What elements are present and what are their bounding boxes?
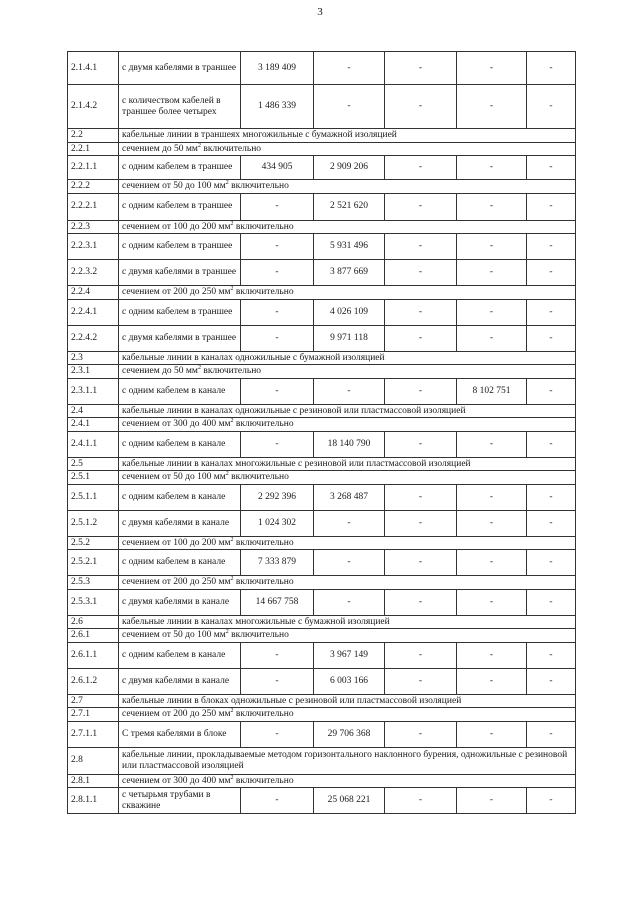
row-number: 2.5.1.1 [68,484,119,510]
value-cell: 3 877 669 [314,260,385,286]
section-title: кабельные линии в каналах одножильные с бумажной изоляцией [119,351,576,365]
row-number: 2.3 [68,351,119,365]
value-cell: - [385,299,457,325]
value-cell: - [527,510,576,536]
table-section-row [68,351,576,365]
row-description: с одним кабелем в канале [119,484,241,510]
value-cell: - [527,589,576,615]
table-section-row [68,180,576,194]
value-cell: - [457,299,527,325]
table-section-row [68,694,576,708]
table-section-row [68,457,576,471]
table-row [68,550,576,576]
value-cell: - [457,234,527,260]
row-number: 2.5.2.1 [68,550,119,576]
value-cell: - [457,721,527,747]
table-row [68,234,576,260]
value-cell: - [527,431,576,457]
row-number: 2.8.1.1 [68,788,119,814]
section-title: кабельные линии в каналах многожильные с бумажной изоляцией [119,615,576,629]
row-number: 2.2.2 [68,180,119,194]
row-description: с двумя кабелями в канале [119,668,241,694]
row-number: 2.2 [68,129,119,143]
value-cell: - [457,85,527,129]
row-number: 2.4.1.1 [68,431,119,457]
table-section-row [68,220,576,234]
value-cell: - [314,378,385,404]
row-description: с двумя кабелями в канале [119,510,241,536]
table-row [68,156,576,180]
row-number: 2.7 [68,694,119,708]
value-cell: - [457,788,527,814]
value-cell: - [241,431,314,457]
value-cell: - [385,85,457,129]
row-number: 2.7.1.1 [68,721,119,747]
value-cell: - [457,325,527,351]
table-row [68,431,576,457]
section-title: сечением до 50 $мм^2$ включительно [119,142,576,156]
row-description: с одним кабелем в канале [119,431,241,457]
value-cell: - [457,668,527,694]
row-number: 2.3.1 [68,365,119,379]
table-row [68,510,576,536]
value-cell: - [314,510,385,536]
table-section-row [68,471,576,485]
table-row [68,325,576,351]
value-cell: - [457,484,527,510]
value-cell: - [457,510,527,536]
value-cell: - [385,156,457,180]
section-title: сечением от 100 до 200 $мм^2$ включительно [119,536,576,550]
value-cell: - [385,510,457,536]
value-cell: - [457,431,527,457]
row-description: с двумя кабелями в траншее [119,260,241,286]
row-description: с одним кабелем в канале [119,550,241,576]
value-cell: 18 140 790 [314,431,385,457]
table-section-row [68,576,576,590]
value-cell: - [241,378,314,404]
value-cell: 25 068 221 [314,788,385,814]
row-number: 2.2.4.1 [68,299,119,325]
value-cell: - [241,668,314,694]
section-title: кабельные линии, прокладываемые методом горизонтального наклонного бурения, одножильные с резиновой или пластмассовой изоляцией [119,747,576,774]
value-cell: - [385,378,457,404]
value-cell: - [527,156,576,180]
value-cell: - [527,193,576,220]
table-row [68,260,576,286]
row-number: 2.6.1.1 [68,642,119,668]
row-number: 2.5.1.2 [68,510,119,536]
row-number: 2.2.3.2 [68,260,119,286]
value-cell: - [241,260,314,286]
value-cell: 2 909 206 [314,156,385,180]
value-cell: - [457,156,527,180]
value-cell: 5 931 496 [314,234,385,260]
section-title: сечением от 50 до 100 $мм^2$ включительно [119,629,576,643]
section-title: сечением от 200 до 250 $мм^2$ включительно [119,708,576,722]
row-number: 2.2.1 [68,142,119,156]
row-number: 2.7.1 [68,708,119,722]
page-number: 3 [317,6,323,18]
value-cell: - [385,642,457,668]
value-cell: - [314,52,385,85]
table-section-row [68,404,576,418]
value-cell: - [527,642,576,668]
table-row [68,668,576,694]
value-cell: - [385,431,457,457]
value-cell: 2 521 620 [314,193,385,220]
row-description: с одним кабелем в траншее [119,299,241,325]
value-cell: - [385,193,457,220]
row-number: 2.1.4.2 [68,85,119,129]
table-row [68,589,576,615]
value-cell: - [385,788,457,814]
section-title: сечением от 50 до 100 $мм^2$ включительно [119,471,576,485]
row-description: с двумя кабелями в траншее [119,325,241,351]
value-cell: - [527,668,576,694]
value-cell: - [385,668,457,694]
value-cell: - [457,193,527,220]
row-description: с одним кабелем в траншее [119,156,241,180]
value-cell: - [527,260,576,286]
value-cell: - [241,721,314,747]
table-section-row [68,536,576,550]
value-cell: 29 706 368 [314,721,385,747]
value-cell: 3 189 409 [241,52,314,85]
table-row [68,788,576,814]
table-section-row [68,629,576,643]
value-cell: - [527,378,576,404]
row-number: 2.2.1.1 [68,156,119,180]
value-cell: - [241,642,314,668]
value-cell: - [385,589,457,615]
section-title: кабельные линии в каналах одножильные с резиновой или пластмассовой изоляцией [119,404,576,418]
section-title: сечением от 300 до 400 $мм^2$ включительно [119,418,576,432]
rates-table [67,51,576,814]
section-title: сечением от 50 до 100 $мм^2$ включительно [119,180,576,194]
value-cell: - [527,788,576,814]
section-title: сечением от 300 до 400 $мм^2$ включительно [119,774,576,788]
table-section-row [68,142,576,156]
value-cell: - [457,260,527,286]
value-cell: - [241,788,314,814]
value-cell: - [385,484,457,510]
row-number: 2.2.4 [68,286,119,300]
value-cell: - [527,325,576,351]
row-number: 2.2.3.1 [68,234,119,260]
value-cell: 434 905 [241,156,314,180]
table-row [68,721,576,747]
table-row [68,299,576,325]
value-cell: - [527,299,576,325]
table-row [68,85,576,129]
row-number: 2.1.4.1 [68,52,119,85]
value-cell: 3 967 149 [314,642,385,668]
row-number: 2.3.1.1 [68,378,119,404]
table-row [68,52,576,85]
row-number: 2.6.1 [68,629,119,643]
table-row [68,193,576,220]
value-cell: - [527,550,576,576]
row-number: 2.6.1.2 [68,668,119,694]
row-description: с одним кабелем в канале [119,642,241,668]
row-number: 2.6 [68,615,119,629]
value-cell: - [385,52,457,85]
value-cell: - [457,550,527,576]
section-title: сечением от 200 до 250 $мм^2$ включительно [119,286,576,300]
table-section-row [68,615,576,629]
value-cell: 6 003 166 [314,668,385,694]
value-cell: - [241,325,314,351]
section-title: сечением от 200 до 250 $мм^2$ включительно [119,576,576,590]
row-number: 2.2.2.1 [68,193,119,220]
section-title: кабельные линии в траншеях многожильные с бумажной изоляцией [119,129,576,143]
value-cell: 3 268 487 [314,484,385,510]
row-description: с одним кабелем в траншее [119,193,241,220]
table-section-row [68,286,576,300]
section-title: кабельные линии в блоках одножильные с резиновой или пластмассовой изоляцией [119,694,576,708]
value-cell: - [527,85,576,129]
value-cell: 8 102 751 [457,378,527,404]
row-number: 2.5.2 [68,536,119,550]
value-cell: - [241,193,314,220]
value-cell: - [385,325,457,351]
value-cell: 9 971 118 [314,325,385,351]
table-row [68,484,576,510]
value-cell: - [527,234,576,260]
value-cell: 7 333 879 [241,550,314,576]
value-cell: 4 026 109 [314,299,385,325]
row-number: 2.8.1 [68,774,119,788]
value-cell: 2 292 396 [241,484,314,510]
value-cell: - [314,550,385,576]
value-cell: - [527,52,576,85]
row-number: 2.4.1 [68,418,119,432]
row-number: 2.5.3.1 [68,589,119,615]
row-description: с одним кабелем в траншее [119,234,241,260]
table-section-row [68,747,576,774]
section-title: кабельные линии в каналах многожильные с резиновой или пластмассовой изоляцией [119,457,576,471]
value-cell: - [241,299,314,325]
row-number: 2.5.3 [68,576,119,590]
value-cell: - [457,52,527,85]
table-section-row [68,365,576,379]
row-description: с двумя кабелями в канале [119,589,241,615]
value-cell: 1 486 339 [241,85,314,129]
row-number: 2.4 [68,404,119,418]
row-description: С тремя кабелями в блоке [119,721,241,747]
table-section-row [68,418,576,432]
row-description: с двумя кабелями в траншее [119,52,241,85]
table-section-row [68,708,576,722]
value-cell: - [457,642,527,668]
value-cell: - [457,589,527,615]
value-cell: - [527,721,576,747]
section-title: сечением до 50 $мм^2$ включительно [119,365,576,379]
table-section-row [68,774,576,788]
value-cell: 1 024 302 [241,510,314,536]
value-cell: - [385,260,457,286]
row-number: 2.2.3 [68,220,119,234]
value-cell: - [385,550,457,576]
value-cell: 14 667 758 [241,589,314,615]
value-cell: - [314,85,385,129]
value-cell: - [385,234,457,260]
value-cell: - [314,589,385,615]
value-cell: - [241,234,314,260]
value-cell: - [527,484,576,510]
row-number: 2.2.4.2 [68,325,119,351]
row-number: 2.5 [68,457,119,471]
row-number: 2.8 [68,747,119,774]
table-row [68,378,576,404]
row-number: 2.5.1 [68,471,119,485]
table-section-row [68,129,576,143]
row-description: с четырьмя трубами в скважине [119,788,241,814]
section-title: сечением от 100 до 200 $мм^2$ включительно [119,220,576,234]
table-row [68,642,576,668]
row-description: с одним кабелем в канале [119,378,241,404]
row-description: с количеством кабелей в траншее более четырех [119,85,241,129]
value-cell: - [385,721,457,747]
